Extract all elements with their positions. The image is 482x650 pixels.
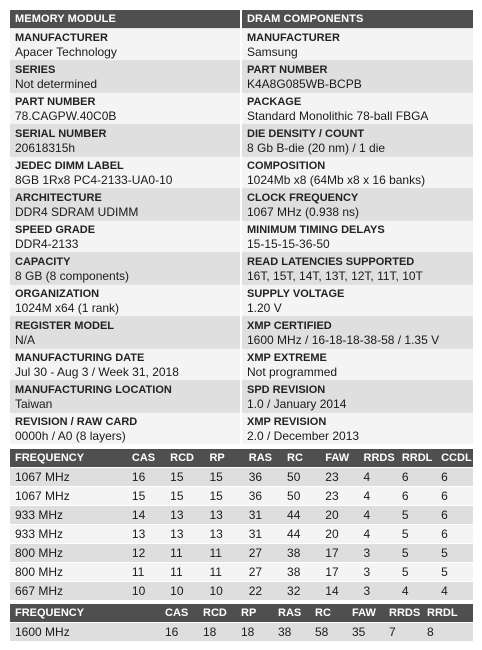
- field-label: CLOCK FREQUENCY: [247, 192, 359, 204]
- table-cell: 20: [320, 525, 358, 544]
- table-cell: 5: [397, 544, 436, 563]
- table-row: [10, 487, 473, 506]
- column-header-ras: RAS: [244, 449, 282, 468]
- field-die-density-count: [242, 124, 473, 156]
- table-cell: 12: [127, 544, 165, 563]
- column-header-rcd: RCD: [198, 604, 236, 623]
- field-value: 8 GB (8 components): [15, 269, 130, 283]
- field-value: Jul 30 - Aug 3 / Week 31, 2018: [15, 365, 179, 379]
- field-value: 1067 MHz (0.938 ns): [247, 205, 360, 219]
- table-cell: 6: [436, 468, 473, 487]
- field-label: COMPOSITION: [247, 160, 326, 172]
- field-value: 8GB 1Rx8 PC4-2133-UA0-10: [15, 173, 173, 187]
- table-cell: 667 MHz: [10, 582, 127, 601]
- table-row: [10, 544, 473, 563]
- dram-components-fields: [242, 28, 473, 444]
- field-value: K4A8G085WB-BCPB: [247, 77, 362, 91]
- field-value: N/A: [15, 333, 36, 347]
- table-cell: 13: [204, 525, 243, 544]
- table-cell: 1067 MHz: [10, 468, 127, 487]
- field-value: 1600 MHz / 16-18-18-38-58 / 1.35 V: [247, 333, 440, 347]
- field-value: 1024Mb x8 (64Mb x8 x 16 banks): [247, 173, 426, 187]
- field-label: READ LATENCIES SUPPORTED: [247, 256, 415, 268]
- table-cell: 4: [359, 506, 397, 525]
- table-cell: 16: [160, 623, 198, 642]
- table-cell: 32: [282, 582, 320, 601]
- table-cell: 36: [244, 468, 282, 487]
- table-cell: 933 MHz: [10, 525, 127, 544]
- table-cell: 15: [204, 468, 243, 487]
- field-label: ORGANIZATION: [15, 288, 100, 300]
- table-cell: 27: [244, 563, 282, 582]
- table-cell: 14: [127, 506, 165, 525]
- memory-module-header: MEMORY MODULE: [10, 10, 240, 28]
- table-cell: 18: [198, 623, 236, 642]
- field-architecture: [10, 188, 240, 220]
- table-cell: 31: [244, 525, 282, 544]
- jedec-timing-table: [10, 449, 473, 600]
- table-cell: 13: [165, 525, 204, 544]
- field-value: Not programmed: [247, 365, 338, 379]
- table-cell: 17: [320, 563, 358, 582]
- table-cell: 36: [244, 487, 282, 506]
- table-row: [10, 582, 473, 601]
- column-header-faw: FAW: [347, 604, 384, 623]
- field-label: SPEED GRADE: [15, 224, 96, 236]
- field-label: MANUFACTURING LOCATION: [15, 384, 172, 396]
- column-header-frequency: FREQUENCY: [10, 604, 160, 623]
- table-cell: 50: [282, 487, 320, 506]
- field-label: JEDEC DIMM LABEL: [15, 160, 124, 172]
- table-cell: 4: [359, 468, 397, 487]
- table-row: [10, 468, 473, 487]
- table-row: [10, 525, 473, 544]
- jedec-header-row: [10, 449, 473, 468]
- table-cell: 5: [436, 544, 473, 563]
- table-cell: 800 MHz: [10, 544, 127, 563]
- field-label: PART NUMBER: [247, 64, 328, 76]
- field-value: 78.CAGPW.40C0B: [15, 109, 117, 123]
- table-row: [10, 563, 473, 582]
- table-cell: 38: [282, 544, 320, 563]
- table-cell: 6: [436, 525, 473, 544]
- table-row: [10, 623, 473, 642]
- table-cell: 6: [397, 468, 436, 487]
- table-cell: 4: [436, 582, 473, 601]
- field-label: PART NUMBER: [15, 96, 96, 108]
- column-header-rc: RC: [310, 604, 347, 623]
- field-value: Standard Monolithic 78-ball FBGA: [247, 109, 429, 123]
- table-cell: 15: [127, 487, 165, 506]
- field-part-number: [10, 92, 240, 124]
- column-header-rc: RC: [282, 449, 320, 468]
- field-value: 8 Gb B-die (20 nm) / 1 die: [247, 141, 386, 155]
- field-supply-voltage: [242, 284, 473, 316]
- field-label: REGISTER MODEL: [15, 320, 115, 332]
- field-capacity: [10, 252, 240, 284]
- field-label: XMP REVISION: [247, 416, 327, 428]
- table-cell: 4: [397, 582, 436, 601]
- field-label: ARCHITECTURE: [15, 192, 102, 204]
- column-header-rp: RP: [204, 449, 243, 468]
- xmp-timing-table: [10, 604, 473, 641]
- table-cell: 8: [422, 623, 473, 642]
- column-header-rrds: RRDS: [384, 604, 422, 623]
- column-header-rrds: RRDS: [359, 449, 397, 468]
- field-label: SERIES: [15, 64, 56, 76]
- field-speed-grade: [10, 220, 240, 252]
- field-xmp-extreme: [242, 348, 473, 380]
- memory-module-fields: [10, 28, 240, 444]
- table-cell: 5: [397, 506, 436, 525]
- table-cell: 13: [127, 525, 165, 544]
- field-clock-frequency: [242, 188, 473, 220]
- table-cell: 933 MHz: [10, 506, 127, 525]
- field-revision-raw-card: [10, 412, 240, 444]
- field-composition: [242, 156, 473, 188]
- column-header-rrdl: RRDL: [397, 449, 436, 468]
- field-value: DDR4-2133: [15, 237, 79, 251]
- column-header-rcd: RCD: [165, 449, 204, 468]
- table-cell: 3: [359, 582, 397, 601]
- table-cell: 38: [273, 623, 310, 642]
- table-cell: 3: [359, 563, 397, 582]
- field-value: 0000h / A0 (8 layers): [15, 429, 126, 443]
- table-cell: 18: [236, 623, 273, 642]
- table-cell: 50: [282, 468, 320, 487]
- field-manufacturer: [242, 28, 473, 60]
- field-read-latencies-supported: [242, 252, 473, 284]
- table-cell: 4: [359, 487, 397, 506]
- table-cell: 1067 MHz: [10, 487, 127, 506]
- field-label: SPD REVISION: [247, 384, 326, 396]
- field-serial-number: [10, 124, 240, 156]
- field-value: 15-15-15-36-50: [247, 237, 330, 251]
- dram-components-column: [242, 10, 473, 444]
- table-cell: 15: [165, 487, 204, 506]
- field-value: 1024M x64 (1 rank): [15, 301, 120, 315]
- field-label: CAPACITY: [15, 256, 71, 268]
- field-label: MINIMUM TIMING DELAYS: [247, 224, 385, 236]
- table-cell: 4: [359, 525, 397, 544]
- field-value: Taiwan: [15, 397, 53, 411]
- table-cell: 1600 MHz: [10, 623, 160, 642]
- table-cell: 800 MHz: [10, 563, 127, 582]
- field-spd-revision: [242, 380, 473, 412]
- table-cell: 20: [320, 506, 358, 525]
- table-cell: 31: [244, 506, 282, 525]
- field-label: XMP CERTIFIED: [247, 320, 332, 332]
- table-cell: 5: [397, 563, 436, 582]
- column-header-rp: RP: [236, 604, 273, 623]
- field-manufacturing-date: [10, 348, 240, 380]
- table-cell: 17: [320, 544, 358, 563]
- table-cell: 7: [384, 623, 422, 642]
- column-header-frequency: FREQUENCY: [10, 449, 127, 468]
- field-register-model: [10, 316, 240, 348]
- field-label: MANUFACTURER: [15, 32, 108, 44]
- table-cell: 44: [282, 506, 320, 525]
- field-value: 16T, 15T, 14T, 13T, 12T, 11T, 10T: [247, 269, 423, 283]
- table-cell: 10: [204, 582, 243, 601]
- field-label: SUPPLY VOLTAGE: [247, 288, 345, 300]
- table-row: [10, 506, 473, 525]
- field-value: Apacer Technology: [15, 45, 117, 59]
- field-value: Not determined: [15, 77, 98, 91]
- field-manufacturing-location: [10, 380, 240, 412]
- field-package: [242, 92, 473, 124]
- field-xmp-certified: [242, 316, 473, 348]
- field-series: [10, 60, 240, 92]
- field-label: XMP EXTREME: [247, 352, 327, 364]
- field-label: PACKAGE: [247, 96, 302, 108]
- table-cell: 13: [204, 506, 243, 525]
- field-label: REVISION / RAW CARD: [15, 416, 138, 428]
- column-header-faw: FAW: [320, 449, 358, 468]
- field-label: MANUFACTURING DATE: [15, 352, 145, 364]
- table-cell: 6: [436, 506, 473, 525]
- field-value: Samsung: [247, 45, 298, 59]
- table-cell: 58: [310, 623, 347, 642]
- table-cell: 14: [320, 582, 358, 601]
- table-cell: 11: [165, 544, 204, 563]
- table-cell: 15: [204, 487, 243, 506]
- table-cell: 15: [165, 468, 204, 487]
- xmp-header-row: [10, 604, 473, 623]
- table-cell: 11: [127, 563, 165, 582]
- table-cell: 11: [204, 563, 243, 582]
- column-header-rrdl: RRDL: [422, 604, 473, 623]
- field-value: DDR4 SDRAM UDIMM: [15, 205, 139, 219]
- table-cell: 3: [359, 544, 397, 563]
- spd-report: [10, 10, 473, 641]
- field-label: SERIAL NUMBER: [15, 128, 107, 140]
- field-minimum-timing-delays: [242, 220, 473, 252]
- table-cell: 35: [347, 623, 384, 642]
- table-cell: 22: [244, 582, 282, 601]
- field-label: DIE DENSITY / COUNT: [247, 128, 365, 140]
- column-header-ccdl: CCDL: [436, 449, 473, 468]
- column-header-ras: RAS: [273, 604, 310, 623]
- table-cell: 23: [320, 468, 358, 487]
- table-cell: 11: [204, 544, 243, 563]
- field-xmp-revision: [242, 412, 473, 444]
- column-header-cas: CAS: [127, 449, 165, 468]
- table-cell: 5: [397, 525, 436, 544]
- table-cell: 44: [282, 525, 320, 544]
- memory-module-column: [10, 10, 240, 444]
- table-cell: 38: [282, 563, 320, 582]
- field-value: 1.0 / January 2014: [247, 397, 347, 411]
- table-cell: 6: [436, 487, 473, 506]
- field-label: MANUFACTURER: [247, 32, 340, 44]
- table-cell: 10: [165, 582, 204, 601]
- field-manufacturer: [10, 28, 240, 60]
- column-header-cas: CAS: [160, 604, 198, 623]
- info-columns: [10, 10, 473, 444]
- table-cell: 16: [127, 468, 165, 487]
- table-cell: 10: [127, 582, 165, 601]
- table-cell: 23: [320, 487, 358, 506]
- table-cell: 5: [436, 563, 473, 582]
- field-value: 2.0 / December 2013: [247, 429, 360, 443]
- field-organization: [10, 284, 240, 316]
- table-cell: 27: [244, 544, 282, 563]
- table-cell: 13: [165, 506, 204, 525]
- table-cell: 11: [165, 563, 204, 582]
- field-value: 20618315h: [15, 141, 76, 155]
- field-value: 1.20 V: [247, 301, 282, 315]
- dram-components-header: DRAM COMPONENTS: [242, 10, 473, 28]
- field-jedec-dimm-label: [10, 156, 240, 188]
- table-cell: 6: [397, 487, 436, 506]
- field-part-number: [242, 60, 473, 92]
